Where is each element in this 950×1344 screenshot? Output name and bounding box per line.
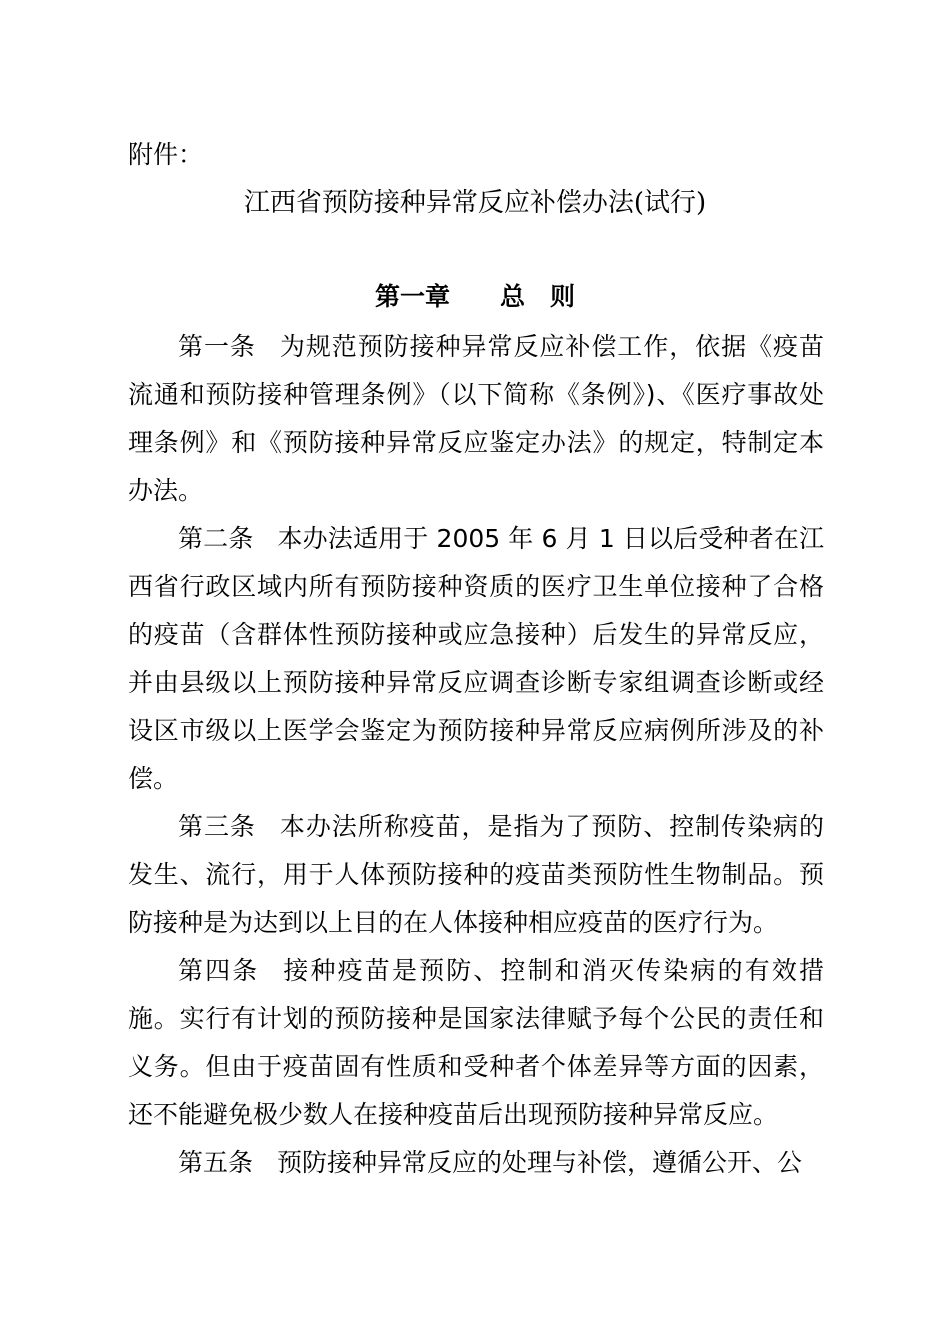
article-1	[128, 323, 824, 515]
attachment-label: 附件：	[128, 140, 204, 169]
article-text: 本办法适用于 2005 年 6 月 1 日以后受种者在江西省行政区域内所有预防接种资质的医疗卫生单位接种了合格的疫苗（含群体性预防接种或应急接种）后发生的异常反应，并由县级以上预防接种异常反应调查诊断专家组调查诊断或经设区市级以上医学会鉴定为预防接种异常反应病例所涉及的补偿。	[128, 524, 824, 793]
article-number: 第二条	[178, 524, 254, 553]
article-number: 第四条	[178, 956, 260, 985]
article-4	[128, 947, 824, 1139]
document-title: 江西省预防接种异常反应补偿办法(试行)	[243, 188, 707, 218]
article-number: 第五条	[178, 1148, 254, 1177]
article-2	[128, 515, 824, 803]
article-3	[128, 803, 824, 947]
article-text: 预防接种异常反应的处理与补偿，遵循公开、公	[277, 1148, 803, 1177]
article-5	[128, 1139, 824, 1187]
chapter-heading: 第一章 总 则	[374, 282, 575, 311]
article-text: 接种疫苗是预防、控制和消灭传染病的有效措施。实行有计划的预防接种是国家法律赋予每个公民的责任和义务。但由于疫苗固有性质和受种者个体差异等方面的因素，还不能避免极少数人在接种疫苗后出现预防接种异常反应。	[128, 956, 824, 1129]
article-number: 第一条	[178, 332, 256, 361]
article-text: 为规范预防接种异常反应补偿工作，依据《疫苗流通和预防接种管理条例》（以下简称《条例》)、《医疗事故处理条例》和《预防接种异常反应鉴定办法》的规定，特制定本办法。	[128, 332, 824, 505]
document-body	[128, 323, 824, 1187]
article-number: 第三条	[178, 812, 256, 841]
article-text: 本办法所称疫苗，是指为了预防、控制传染病的发生、流行，用于人体预防接种的疫苗类预防性生物制品。预防接种是为达到以上目的在人体接种相应疫苗的医疗行为。	[128, 812, 824, 937]
